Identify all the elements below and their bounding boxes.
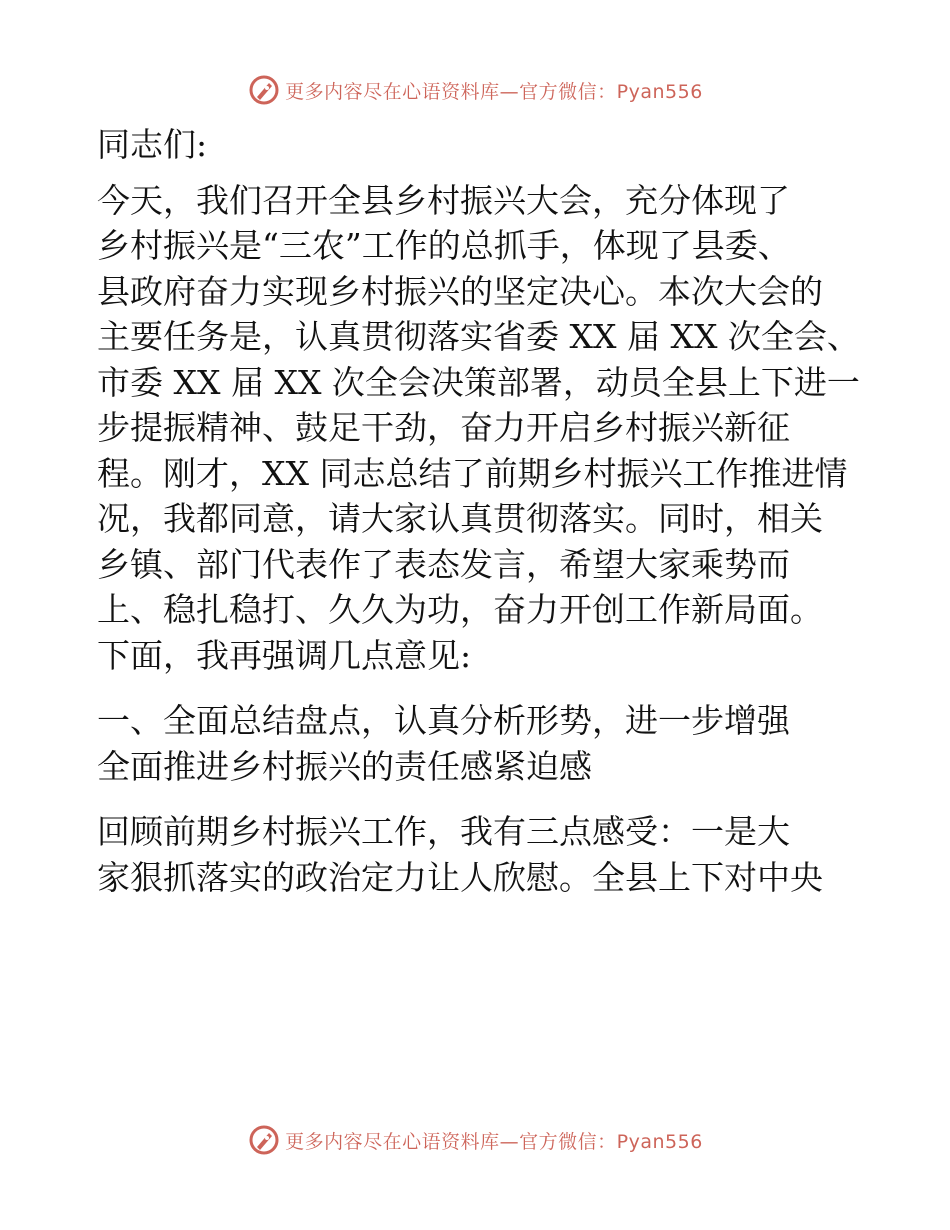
greeting [97, 122, 867, 168]
pen-nib-logo-icon [247, 73, 281, 107]
text-line: 县政府奋力实现乡村振兴的坚定决心。本次大会的 [97, 271, 823, 311]
text-line: 程。刚才，XX 同志总结了前期乡村振兴工作推进情 [97, 453, 848, 493]
paragraph-review [97, 809, 867, 900]
text-line: 主要任务是，认真贯彻落实省委 XX 届 XX 次全会、 [97, 317, 860, 356]
watermark-header [0, 70, 950, 110]
text-line: 市委 XX 届 XX 次全会决策部署，动员全县上下进一 [97, 362, 860, 402]
watermark-footer [0, 1120, 950, 1160]
text-line: 回顾前期乡村振兴工作，我有三点感受：一是大 [97, 812, 790, 851]
text-line: 乡村振兴是“三农”工作的总抓手，体现了县委、 [97, 226, 791, 265]
text-line: 今天，我们召开全县乡村振兴大会，充分体现了 [97, 180, 790, 220]
text-line: 乡镇、部门代表作了表态发言，希望大家乘势而 [97, 544, 790, 584]
pen-nib-logo-icon [247, 1123, 281, 1157]
heading-line: 全面推进乡村振兴的责任感紧迫感 [97, 746, 592, 786]
paragraph-intro [97, 178, 867, 679]
heading-line: 一、全面总结盘点，认真分析形势，进一步增强 [97, 701, 790, 740]
watermark-text: 更多内容尽在心语资料库—官方微信：Pyan556 [285, 80, 703, 103]
document-body [97, 122, 867, 900]
greeting-line: 同志们: [97, 125, 208, 164]
text-line: 况，我都同意，请大家认真贯彻落实。同时，相关 [97, 499, 823, 538]
text-line: 家狠抓落实的政治定力让人欣慰。全县上下对中央 [97, 857, 823, 897]
watermark-text: 更多内容尽在心语资料库—官方微信：Pyan556 [285, 1130, 703, 1153]
section-heading-1 [97, 698, 867, 789]
text-line: 下面，我再强调几点意见: [97, 635, 472, 675]
text-line: 步提振精神、鼓足干劲，奋力开启乡村振兴新征 [97, 408, 790, 447]
text-line: 上、稳扎稳打、久久为功，奋力开创工作新局面。 [97, 590, 823, 629]
